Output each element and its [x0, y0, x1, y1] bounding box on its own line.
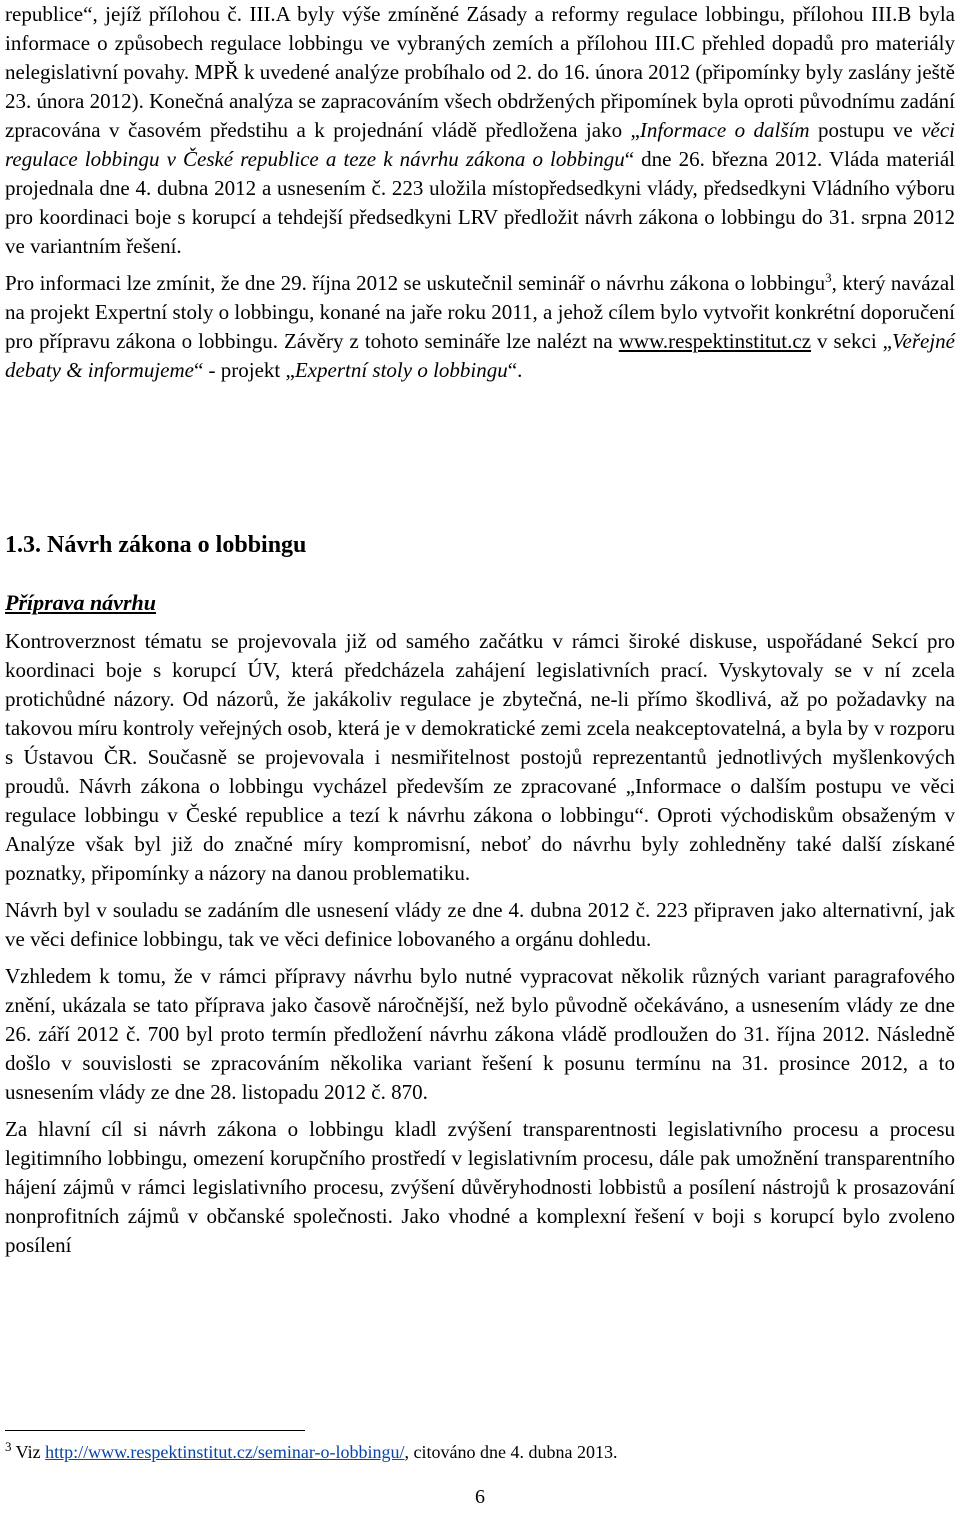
text-run: v sekci „ — [811, 329, 892, 353]
paragraph: Návrh byl v souladu se zadáním dle usnesení vlády ze dne 4. dubna 2012 č. 223 připraven jako alternativní, jak ve věci definice lobbingu, tak ve věci definice lobovaného a orgánu dohledu. — [5, 898, 955, 951]
footnote-number: 3 — [5, 1439, 12, 1454]
document-page — [5, 0, 955, 385]
italic-run: Informace o dalším — [639, 118, 810, 142]
footnote-text: Viz — [11, 1442, 46, 1462]
italic-run: Veřejné debaty & informujeme — [5, 329, 955, 382]
text-run: Pro informaci lze zmínit, že dne 29. října 2012 se uskutečnil seminář o návrhu zákona o lobbingu — [5, 271, 826, 295]
italic-run: věci regulace lobbingu v České republice a teze k návrhu zákona o lobbingu — [5, 118, 955, 171]
text-run: , který navázal na projekt Expertní stoly o lobbingu, konané na jaře roku 2011, a jehož cílem bylo vytvořit konkrétní doporučení pro přípravu zákona o lobbingu. Závěry z tohoto semináře lze nalézt na — [5, 271, 955, 353]
subheading-wrap — [5, 588, 156, 618]
footnote-divider — [5, 1430, 305, 1431]
text-run: “ dne 26. března 2012. Vláda materiál projednala dne 4. dubna 2012 a usnesením č. 223 uložila místopředsedkyni vlády, předsedkyni Vládního výboru pro koordinaci boje s korupcí a tehdejší předsedkyni LRV předložit návrh zákona o lobbingu do 31. srpna 2012 ve variantním řešení. — [5, 147, 956, 258]
section-body — [5, 627, 955, 1260]
paragraph: Kontroverznost tématu se projevovala již od samého začátku v rámci široké diskuse, uspořádané Sekcí pro koordinaci boje s korupcí ÚV, která předcházela zahájení legislativních prací. Vyskytovaly se v ní zcela protichůdné názory. Od názorů, že jakákoliv regulace je zbytečná, ne-li přímo škodlivá, až po požadavky na takovou míru kontroly veřejných osob, která je v demokratické zemi zcela neakceptovatelná, a byla by v rozporu s Ústavou ČR. Současně se projevovala i nesmiřitelnost postojů reprezentantů jednotlivých myšlenkových proudů. Návrh zákona o lobbingu vycházel především ze zpracované „Informace o dalším postupu ve věci regulace lobbingu v České republice a tezí k návrhu zákona o lobbingu“. Oproti východiskům obsaženým v Analýze však byl již do značné míry kompromisní, neboť do návrhu byly zohledněny také další získané poznatky, připomínky a názory na danou problematiku. — [5, 629, 955, 885]
text-run: republice“, jejíž přílohou č. III.A byly výše zmíněné Zásady a reformy regulace lobbingu, přílohou III.B byla informace o způsobech regulace lobbingu ve vybraných zemích a přílohou III.C přehled dopadů pro materiály nelegislativní povahy. MPŘ k uvedené analýze probíhalo od 2. do 16. února 2012 (připomínky byly zaslány ještě 23. února 2012). Konečná analýza se zapracováním všech obdržených připomínek byla oproti původnímu zadání zpracována v časovém předstihu a k projednání vládě předložena jako „ — [5, 2, 955, 142]
section-heading: 1.3. Návrh zákona o lobbingu — [5, 532, 307, 558]
footnote-ref[interactable]: 3 — [825, 270, 832, 285]
text-run: “. — [507, 358, 523, 382]
respekt-link[interactable]: www.respektinstitut.cz — [618, 329, 812, 353]
footnote-link[interactable]: http://www.respektinstitut.cz/seminar-o-lobbingu/ — [45, 1442, 405, 1462]
text-run: “ - projekt „ — [193, 358, 295, 382]
paragraph-intro — [5, 0, 955, 261]
section-heading-wrap — [5, 530, 306, 560]
page-number: 6 — [475, 1486, 485, 1508]
footnote — [5, 1440, 617, 1464]
footnote-text: , citováno dne 4. dubna 2013. — [404, 1442, 618, 1462]
italic-run: Expertní stoly o lobbingu — [294, 358, 508, 382]
text-run: postupu ve — [809, 118, 922, 142]
paragraph: Vzhledem k tomu, že v rámci přípravy návrhu bylo nutné vypracovat několik různých variant paragrafového znění, ukázala se tato příprava jako časově náročnější, než bylo původně očekáváno, a usnesením vlády ze dne 26. září 2012 č. 700 byl proto termín předložení návrhu zákona vládě prodloužen do 31. října 2012. Následně došlo v souvislosti se zpracováním několika variant řešení k posunu termínu na 31. prosince 2012, a to usnesením vlády ze dne 28. listopadu 2012 č. 870. — [5, 964, 955, 1104]
subheading: Příprava návrhu — [5, 590, 156, 615]
paragraph-seminar — [5, 269, 955, 385]
paragraph: Za hlavní cíl si návrh zákona o lobbingu kladl zvýšení transparentnosti legislativního procesu a procesu legitimního lobbingu, omezení korupčního prostředí v legislativním procesu, dále pak umožnění transparentního hájení zájmů v rámci legislativního procesu, zvýšení důvěryhodnosti lobbistů a posílení nástrojů k prosazování nonprofitních zájmů v občanské společnosti. Jako vhodné a komplexní řešení v boji s korupcí bylo zvoleno posílení — [5, 1117, 955, 1257]
